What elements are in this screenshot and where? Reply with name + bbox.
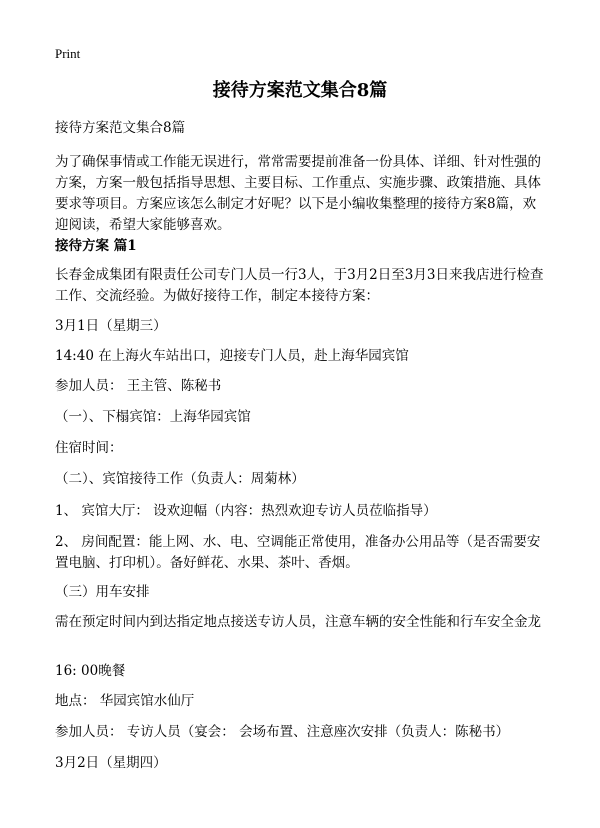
- car-note: 需在预定时间内到达指定地点接送专访人员，注意车辆的安全性能和行车安全金龙: [55, 614, 541, 630]
- document-subtitle: 接待方案范文集合8篇: [55, 120, 186, 136]
- participants-line: 参加人员： 王主管、陈秘书: [55, 378, 222, 394]
- room-config-line: 置电脑、打印机）。备好鲜花、水果、茶叶、香烟。: [55, 555, 359, 571]
- intro-line: 要求等项目。方案应该怎么制定才好呢？以下是小编收集整理的接待方案8篇，欢: [55, 196, 537, 212]
- section-intro-paragraph: [55, 265, 555, 307]
- print-link[interactable]: Print: [55, 46, 81, 61]
- reception-item: （二）、宾馆接待工作（负责人：周菊林）: [55, 471, 305, 487]
- lobby-item: 1、 宾馆大厅： 设欢迎幅（内容：热烈欢迎专访人员莅临指导）: [55, 503, 437, 519]
- dinner-participants: 参加人员： 专访人员（宴会： 会场布置、注意座次安排（负责人：陈秘书）: [55, 724, 510, 740]
- intro-paragraph: [55, 152, 555, 236]
- section-intro-line: 工作、交流经验。为做好接待工作，制定本接待方案：: [55, 288, 379, 304]
- stay-time: 住宿时间：: [55, 440, 123, 456]
- document-title: 接待方案范文集合8篇: [212, 80, 388, 101]
- intro-line: 迎阅读，希望大家能够喜欢。: [55, 217, 231, 233]
- room-config-line: 2、 房间配置：能上网、水、电、空调能正常使用，准备办公用品等（是否需要安: [55, 534, 541, 550]
- day-two-date: 3月2日（星期四）: [55, 755, 167, 771]
- hotel-item: （一）、下榻宾馆：上海华园宾馆: [55, 409, 251, 425]
- arrival-schedule: 14:40 在上海火车站出口，迎接专门人员，赴上海华园宾馆: [55, 348, 409, 364]
- day-one-date: 3月1日（星期三）: [55, 318, 167, 334]
- intro-line: 方案，方案一般包括指导思想、主要目标、工作重点、实施步骤、政策措施、具体: [55, 175, 541, 191]
- dinner-time: 16: 00晚餐: [55, 663, 126, 679]
- dinner-location: 地点： 华园宾馆水仙厅: [55, 693, 195, 709]
- section-intro-line: 长春金成集团有限责任公司专门人员一行3人，于3月2日至3月3日来我店进行检查: [55, 267, 544, 283]
- room-config-paragraph: [55, 532, 555, 574]
- section-heading: 接待方案 篇1: [55, 238, 137, 254]
- car-item: （三）用车安排: [55, 584, 150, 600]
- intro-line: 为了确保事情或工作能无误进行，常常需要提前准备一份具体、详细、针对性强的: [55, 154, 541, 170]
